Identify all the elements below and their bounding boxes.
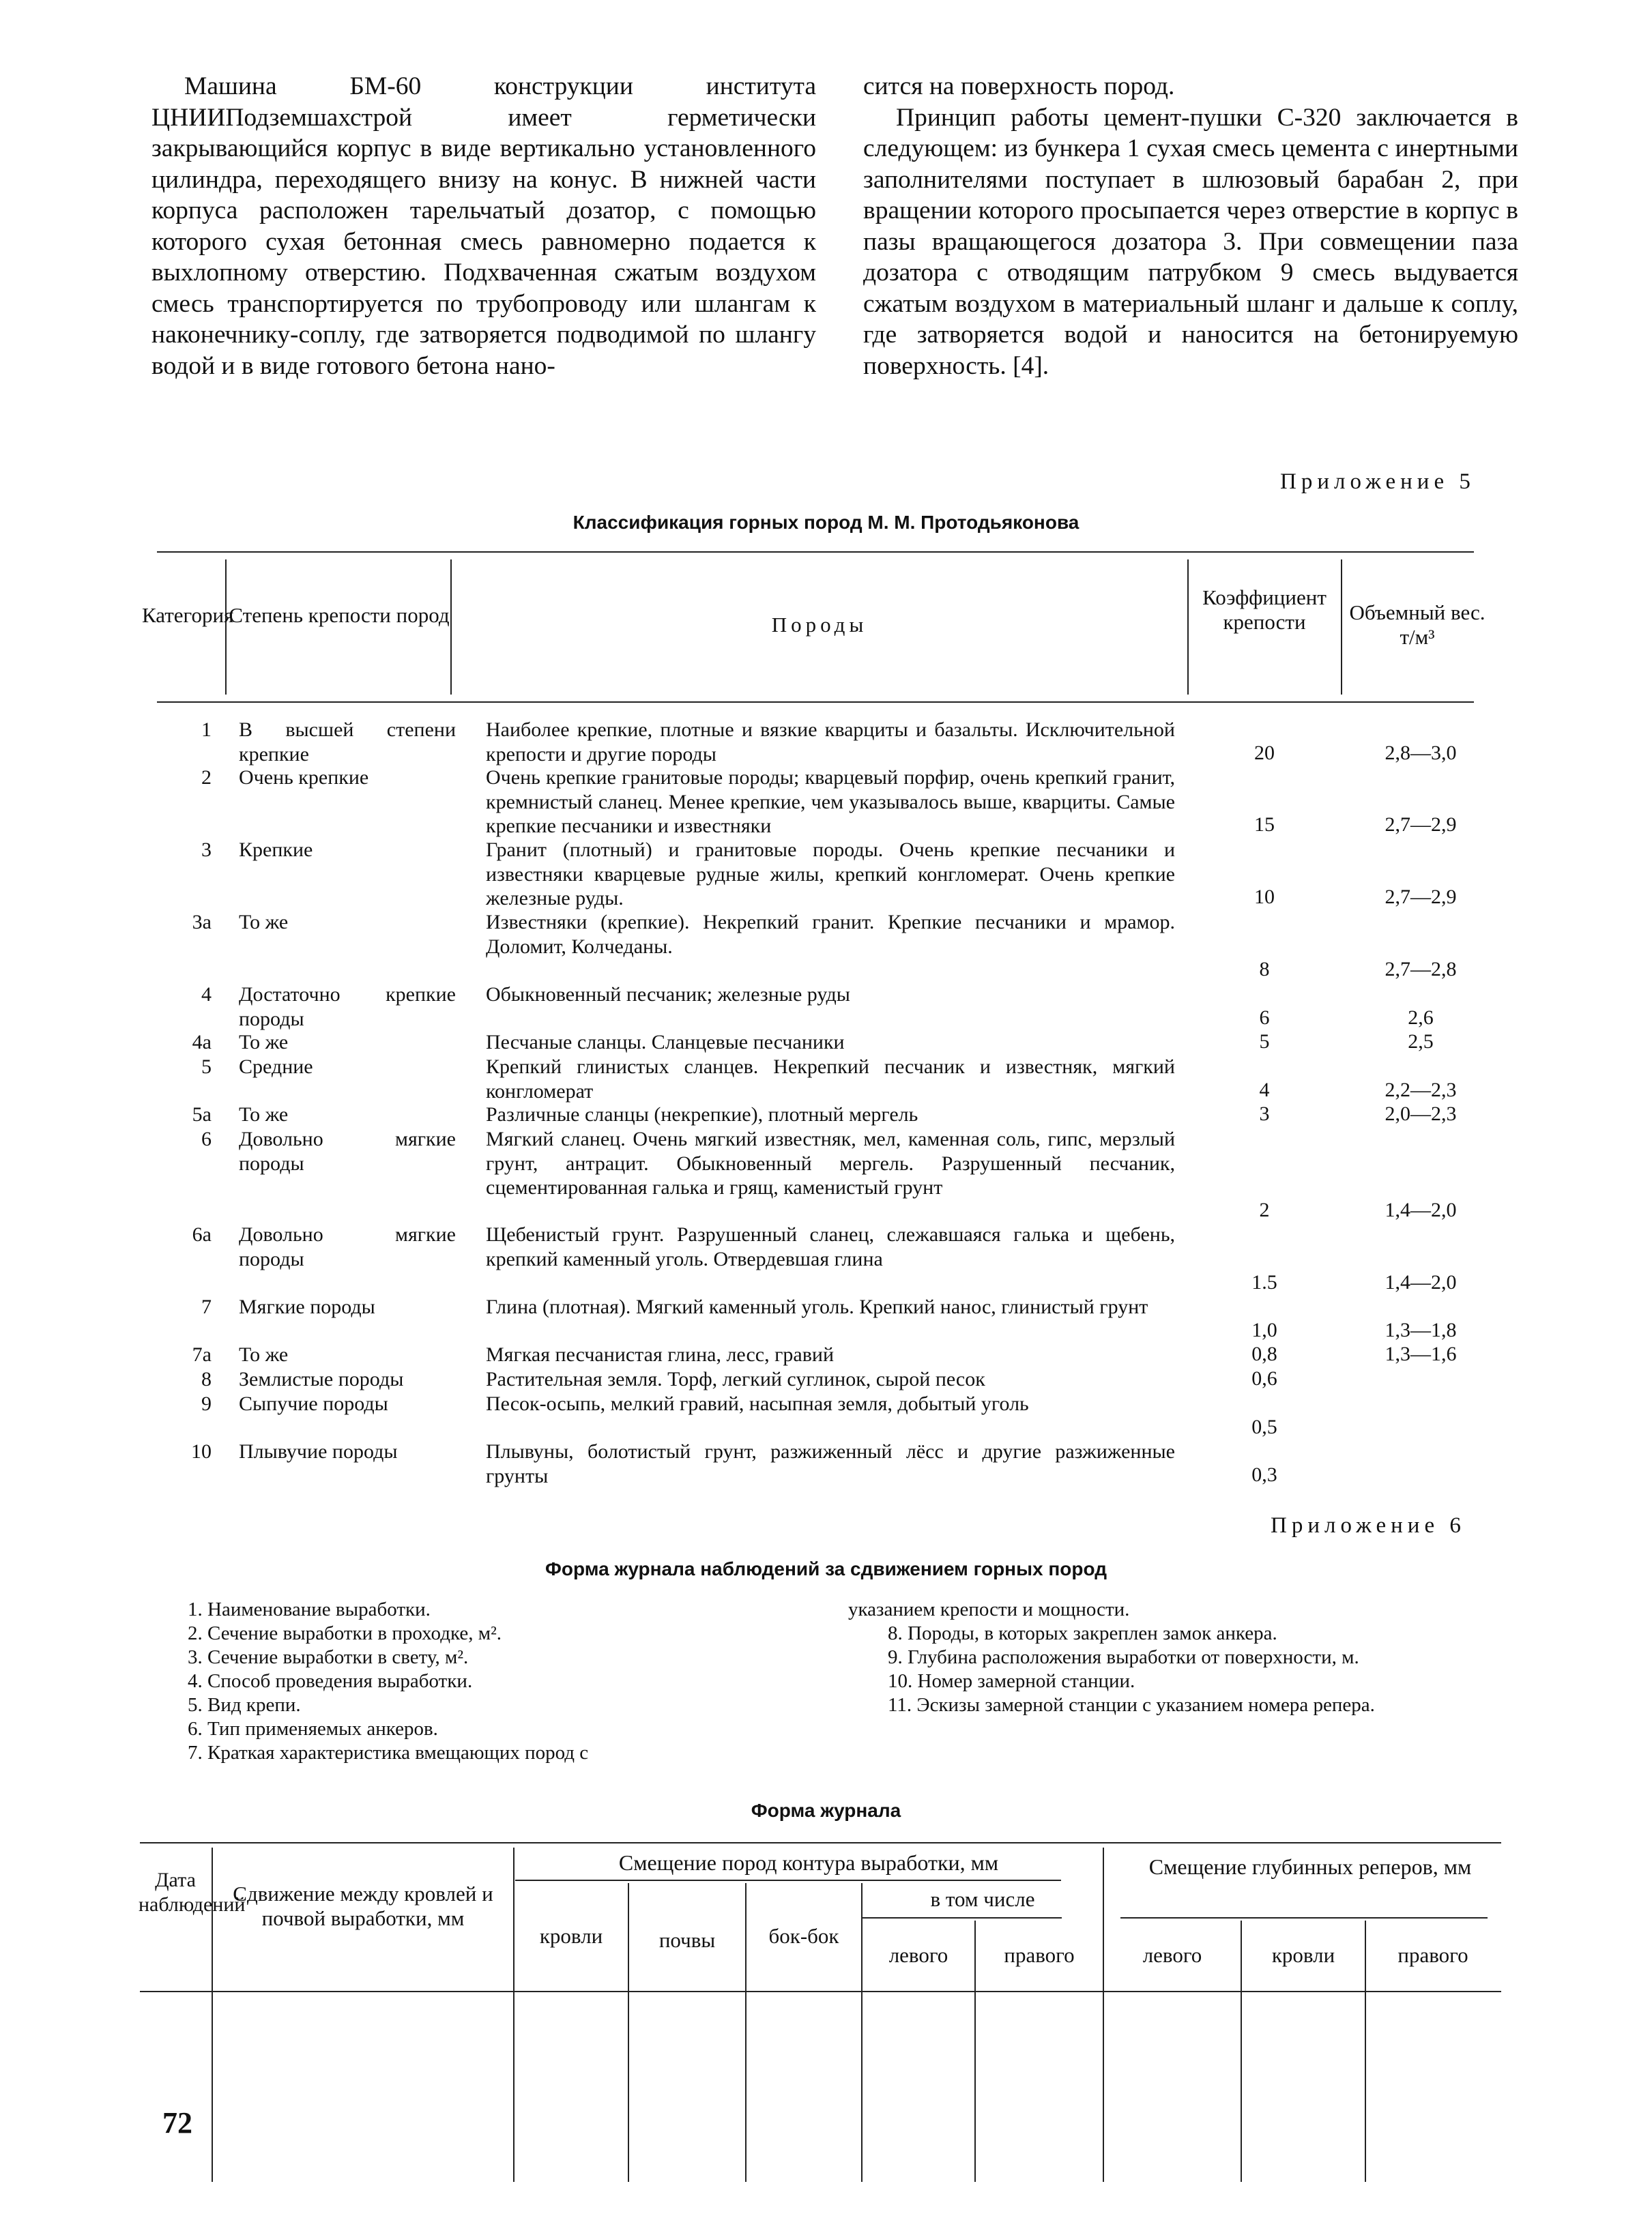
row-coefficient: 4: [1259, 1079, 1270, 1101]
row-category: 9: [201, 1393, 212, 1415]
row-rocks: Известняки (крепкие). Некрепкий гранит. Крепкие песчаники и мрамор. Доломит, Колчеданы.: [486, 911, 1175, 958]
row-coefficient: 3: [1259, 1103, 1270, 1125]
row-category: 3а: [192, 911, 212, 933]
list-item: 10. Номер замерной станции.: [888, 1670, 1135, 1692]
row-category: 5: [201, 1055, 212, 1078]
row-category: 7: [201, 1296, 212, 1318]
list-item: 3. Сечение выработки в свету, м².: [188, 1646, 469, 1668]
row-weight: 2,0—2,3: [1385, 1103, 1457, 1125]
row-degree: В высшей степени крепкие: [239, 718, 456, 766]
row-degree: Мягкие породы: [239, 1296, 375, 1318]
journal-col-divider: [513, 1848, 515, 2182]
row-category: 10: [191, 1440, 212, 1463]
row-rocks: Мягкая песчанистая глина, лесс, гравий: [486, 1343, 834, 1366]
header-strength: Степень крепости пород: [229, 603, 450, 627]
row-weight: 2,6: [1408, 1006, 1434, 1029]
row-rocks: Мягкий сланец. Очень мягкий известняк, мел, каменная соль, гипс, мерзлый грунт, антрацит. Обыкновенный мергель. Разрушенный песчаник, сцементированная галька и грящ, каменистый грунт: [486, 1128, 1175, 1199]
row-rocks: Растительная земля. Торф, легкий суглинок, сырой песок: [486, 1368, 985, 1390]
list-item: 6. Тип применяемых анкеров.: [188, 1718, 438, 1740]
journal-header-deep-left: левого: [1142, 1943, 1202, 1967]
left-column: [151, 71, 816, 381]
row-coefficient: 5: [1259, 1030, 1270, 1053]
header-category: Категория: [142, 603, 234, 627]
journal-col-divider: [1103, 1848, 1104, 2182]
row-rocks: Щебенистый грунт. Разрушенный сланец, слежавшаяся галька и щебень, крепкий каменный уголь. Отвердевшая глина: [486, 1223, 1175, 1270]
row-weight: 2,8—3,0: [1385, 742, 1457, 764]
list-item: 8. Породы, в которых закреплен замок анкера.: [888, 1622, 1277, 1644]
journal-title: Форма журнала: [751, 1800, 901, 1821]
list-item: 9. Глубина расположения выработки от поверхности, м.: [888, 1646, 1359, 1668]
journal-rule: [515, 1880, 1061, 1881]
right-paragraph: Принцип работы цемент-пушки С-320 заключается в следующем: из бункера 1 сухая смесь цемента с инертными заполнителями поступает в шлюзовый барабан 2, при вращении которого просыпается через отверстие в корпус в пазы вращающегося дозатора 3. При совмещении паза дозатора с отводящим патрубком 9 смесь выдувается сжатым воздухом в материальный шланг и дальше к соплу, где затворяется водой и наносится на бетонируемую поверхность. [4].: [863, 103, 1518, 380]
row-degree: Плывучие породы: [239, 1440, 398, 1463]
row-coefficient: 2: [1259, 1199, 1270, 1221]
appendix5-title: Классификация горных пород М. М. Протодьяконова: [573, 512, 1079, 533]
journal-col-divider: [861, 1883, 863, 2182]
row-coefficient: 6: [1259, 1006, 1270, 1029]
row-category: 5а: [192, 1103, 212, 1126]
row-rocks: Гранит (плотный) и гранитовые породы. Очень крепкие песчаники и известняки кварцевые рудные жилы, крепкий конгломерат. Очень крепкие железные руды.: [486, 839, 1175, 909]
row-rocks: Различные сланцы (некрепкие), плотный мергель: [486, 1103, 918, 1126]
row-category: 1: [201, 718, 212, 741]
journal-header-floor: почвы: [658, 1928, 716, 1952]
row-coefficient: 20: [1254, 742, 1275, 764]
row-coefficient: 0,6: [1251, 1367, 1277, 1390]
list-item: 1. Наименование выработки.: [188, 1599, 431, 1620]
row-degree: Сыпучие породы: [239, 1393, 388, 1415]
header-coefficient: Коэффициент крепости: [1202, 585, 1327, 634]
row-rocks: Обыкновенный песчаник; железные руды: [486, 983, 850, 1006]
appendix6-title: Форма журнала наблюдений за сдвижением горных пород: [545, 1558, 1107, 1579]
row-coefficient: 10: [1254, 886, 1275, 908]
appendix5-label: Приложение 5: [1280, 469, 1475, 494]
list-item: 5. Вид крепи.: [188, 1694, 301, 1716]
journal-header-contour: Смещение пород контура выработки, мм: [618, 1850, 999, 1875]
journal-header-including: в том числе: [930, 1887, 1035, 1911]
row-rocks: Крепкий глинистых сланцев. Некрепкий песчаник и известняк, мягкий конгломерат: [486, 1055, 1175, 1103]
observation-list-right: [848, 1598, 1490, 1717]
row-category: 3: [201, 839, 212, 861]
row-degree: То же: [239, 1031, 289, 1053]
journal-header-date: Дата наблюдений: [139, 1869, 246, 1916]
table-header-rule: [157, 701, 1474, 703]
table-top-rule: [157, 551, 1474, 553]
row-category: 6: [201, 1128, 212, 1150]
row-degree: Достаточно крепкие породы: [239, 983, 456, 1030]
journal-header-left: левого: [888, 1943, 948, 1967]
observation-list-left: [188, 1598, 802, 1765]
row-degree: Довольно мягкие породы: [239, 1223, 456, 1270]
row-rocks: Плывуны, болотистый грунт, разжиженный лёсс и другие разжиженные грунты: [486, 1440, 1175, 1487]
row-degree: Средние: [239, 1055, 313, 1078]
row-weight: 1,3—1,8: [1385, 1319, 1457, 1341]
row-weight: 2,7—2,9: [1385, 886, 1457, 908]
journal-header-deep: Смещение глубинных реперов, мм: [1148, 1854, 1472, 1879]
row-rocks: Наиболее крепкие, плотные и вязкие кварциты и базальты. Исключительной крепости и другие породы: [486, 718, 1175, 766]
list-item: 2. Сечение выработки в проходке, м².: [188, 1622, 502, 1644]
journal-header-deep-right: правого: [1397, 1943, 1468, 1967]
list-item: указанием крепости и мощности.: [848, 1599, 1130, 1620]
row-weight: 2,5: [1408, 1030, 1434, 1053]
row-category: 6а: [192, 1223, 212, 1246]
row-coefficient: 15: [1254, 813, 1275, 836]
row-coefficient: 0,8: [1251, 1343, 1277, 1365]
journal-header-roof: кровли: [539, 1924, 603, 1948]
left-paragraph: Машина БМ-60 конструкции института ЦНИИПодземшахстрой имеет герметически закрывающийся корпус в виде вертикально установленного цилиндра, переходящего внизу на конус. В нижней части корпуса расположен тарельчатый дозатор, с помощью которого сухая бетонная смесь равномерно подается к выхлопному отверстию. Подхваченная сжатым воздухом смесь транспортируется по трубопроводу или шлангам к наконечнику-соплу, где затворяется подводимой по шлангу водой и в виде готового бетона нано-: [151, 72, 816, 380]
row-degree: Очень крепкие: [239, 766, 369, 789]
page-number: 72: [162, 2106, 192, 2140]
row-degree: То же: [239, 1343, 289, 1366]
row-category: 2: [201, 766, 212, 789]
row-category: 7а: [192, 1343, 212, 1366]
row-category: 4: [201, 983, 212, 1006]
header-rocks: Породы: [771, 613, 868, 637]
row-weight: 2,7—2,8: [1385, 958, 1457, 980]
row-degree: Крепкие: [239, 839, 313, 861]
row-coefficient: 1.5: [1251, 1271, 1277, 1294]
row-category: 8: [201, 1368, 212, 1390]
row-degree: То же: [239, 1103, 289, 1126]
journal-header-side: бок-бок: [768, 1924, 839, 1948]
list-item: 7. Краткая характеристика вмещающих пород с: [188, 1742, 589, 1764]
row-degree: То же: [239, 911, 289, 933]
row-degree: Землистые породы: [239, 1368, 404, 1390]
header-weight: Объемный вес. т/м³: [1349, 600, 1486, 649]
row-rocks: Песчаные сланцы. Сланцевые песчаники: [486, 1031, 845, 1053]
right-column: [863, 71, 1518, 381]
row-weight: 2,7—2,9: [1385, 813, 1457, 836]
journal-top-rule: [140, 1842, 1501, 1843]
list-item: 4. Способ проведения выработки.: [188, 1670, 473, 1692]
journal-rule: [1120, 1917, 1488, 1919]
row-weight: 2,2—2,3: [1385, 1079, 1457, 1101]
row-category: 4а: [192, 1031, 212, 1053]
row-weight: 1,4—2,0: [1385, 1271, 1457, 1294]
appendix6-label: Приложение 6: [1271, 1513, 1466, 1538]
row-coefficient: 8: [1259, 958, 1270, 980]
row-degree: Довольно мягкие породы: [239, 1128, 456, 1175]
row-rocks: Песок-осыпь, мелкий гравий, насыпная земля, добытый уголь: [486, 1393, 1029, 1415]
row-coefficient: 1,0: [1251, 1319, 1277, 1341]
row-weight: 1,3—1,6: [1385, 1343, 1457, 1365]
journal-rule: [861, 1917, 1062, 1919]
row-rocks: Глина (плотная). Мягкий каменный уголь. Крепкий нанос, глинистый грунт: [486, 1296, 1148, 1318]
journal-header-deep-roof: кровли: [1271, 1943, 1335, 1967]
right-continuation: сится на поверхность пород.: [863, 72, 1175, 100]
row-coefficient: 0,3: [1251, 1463, 1277, 1486]
row-rocks: Очень крепкие гранитовые породы; кварцевый порфир, очень крепкий гранит, кремнистый сланец. Менее крепкие, чем указывалось выше, кварциты. Самые крепкие песчаники и известняки: [486, 766, 1175, 837]
journal-header-shift: Сдвижение между кровлей и почвой выработки, мм: [233, 1882, 493, 1930]
list-item: 11. Эскизы замерной станции с указанием номера репера.: [888, 1694, 1375, 1716]
row-coefficient: 0,5: [1251, 1416, 1277, 1438]
journal-header-right: правого: [1004, 1943, 1075, 1967]
journal-header-rule: [140, 1991, 1501, 1992]
row-weight: 1,4—2,0: [1385, 1199, 1457, 1221]
